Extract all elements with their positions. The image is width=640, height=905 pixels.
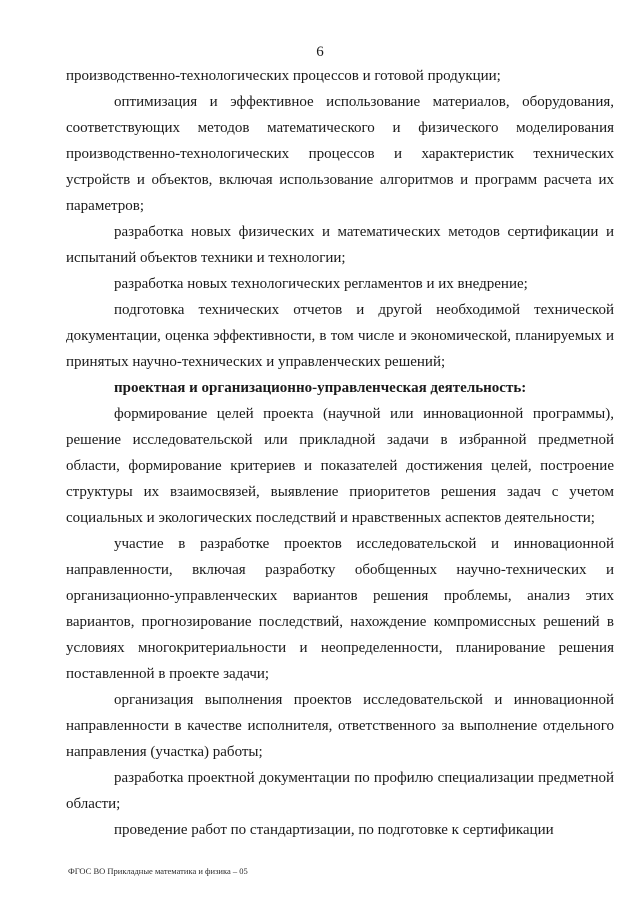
paragraph: участие в разработке проектов исследовательской и инновационной направленности, включая разработку обобщенных научно-технических и организационно-управленческих вариантов решения проблемы, анализ этих вариантов, прогнозирование последствий, нахождение компромиссных решений в условиях многокритериальности и неопределенности, планирование решения поставленной в проекте задачи;	[66, 536, 614, 682]
paragraph: разработка проектной документации по профилю специализации предметной области;	[66, 770, 614, 812]
paragraph: подготовка технических отчетов и другой необходимой технической документации, оценка эффективности, в том числе и экономической, планируемых и принятых научно-технических и управленческих решений;	[66, 302, 614, 370]
page-number: 6	[316, 44, 324, 60]
paragraph: разработка новых технологических регламентов и их внедрение;	[114, 276, 528, 292]
section-heading: проектная и организационно-управленческая деятельность:	[114, 380, 527, 396]
document-body	[66, 63, 614, 843]
paragraph: организация выполнения проектов исследовательской и инновационной направленности в качестве исполнителя, ответственного за выполнение отдельного направления (участка) работы;	[66, 692, 614, 760]
paragraph: проведение работ по стандартизации, по подготовке к сертификации	[114, 822, 554, 838]
paragraph: разработка новых физических и математических методов сертификации и испытаний объектов техники и технологии;	[66, 224, 614, 266]
paragraph: производственно-технологических процессов и готовой продукции;	[66, 68, 501, 84]
page-footer: ФГОС ВО Прикладные математика и физика – 05	[68, 866, 248, 876]
paragraph: формирование целей проекта (научной или инновационной программы), решение исследовательской или прикладной задачи в избранной предметной области, формирование критериев и показателей достижения целей, построение структуры их взаимосвязей, выявление приоритетов решения задач с учетом социальных и экологических последствий и нравственных аспектов деятельности;	[66, 406, 614, 526]
paragraph: оптимизация и эффективное использование материалов, оборудования, соответствующих методов математического и физического моделирования производственно-технологических процессов и характеристик технических устройств и объектов, включая использование алгоритмов и программ расчета их параметров;	[66, 94, 614, 214]
